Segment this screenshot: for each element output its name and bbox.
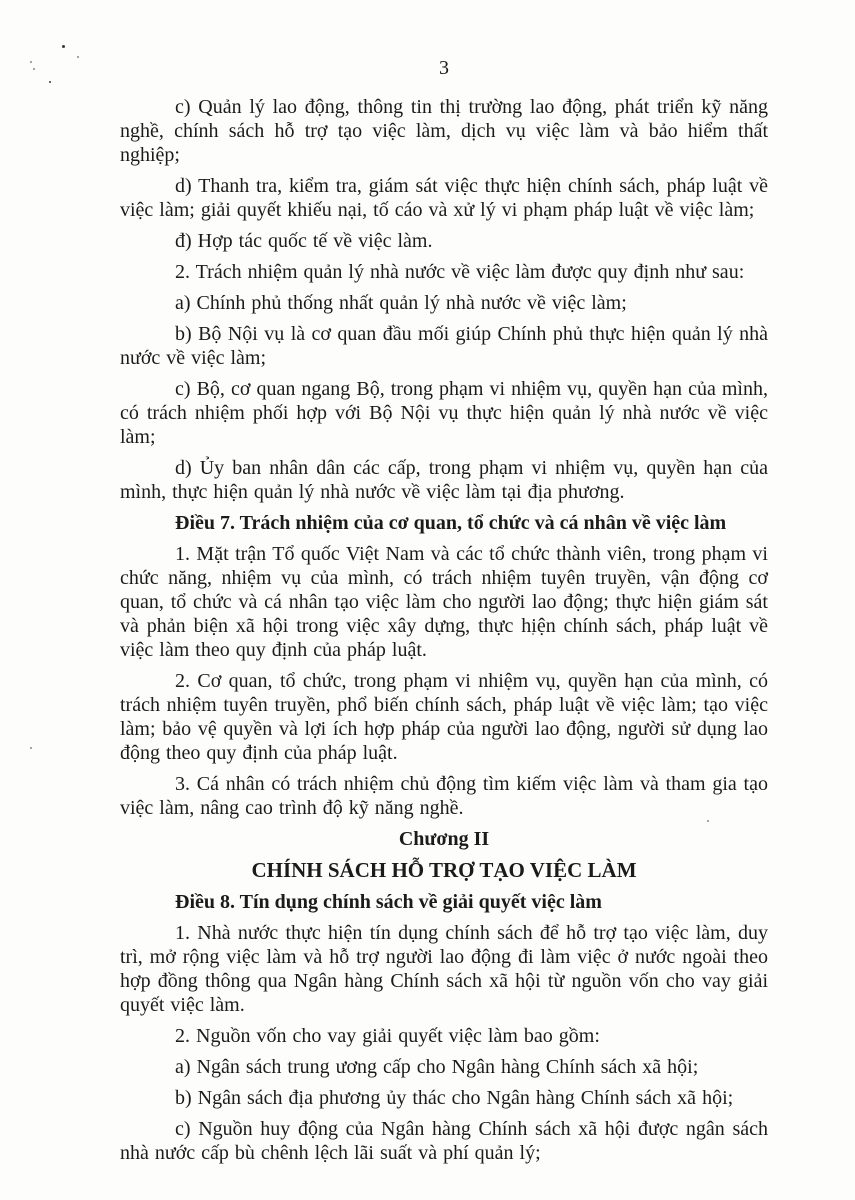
paragraph-point-b-ministry: b) Bộ Nội vụ là cơ quan đầu mối giúp Chính phủ thực hiện quản lý nhà nước về việc làm; xyxy=(120,323,768,369)
paragraph-article8-point-b: b) Ngân sách địa phương ủy thác cho Ngân hàng Chính sách xã hội; xyxy=(175,1087,734,1109)
paragraph-article7-clause-3: 3. Cá nhân có trách nhiệm chủ động tìm kiếm việc làm và tham gia tạo việc làm, nâng cao trình độ kỹ năng nghề. xyxy=(120,773,768,819)
chapter-2-title: CHÍNH SÁCH HỖ TRỢ TẠO VIỆC LÀM xyxy=(251,858,637,882)
scan-speckle xyxy=(62,45,65,48)
paragraph-article8-clause-2: 2. Nguồn vốn cho vay giải quyết việc làm bao gồm: xyxy=(175,1025,600,1047)
paragraph-point-dd-international: đ) Hợp tác quốc tế về việc làm. xyxy=(175,230,433,252)
paragraph-point-c-ministries: c) Bộ, cơ quan ngang Bộ, trong phạm vi nhiệm vụ, quyền hạn của mình, có trách nhiệm phối hợp với Bộ Nội vụ thực hiện quản lý nhà nước về việc làm; xyxy=(120,378,768,448)
paragraph-point-a-government: a) Chính phủ thống nhất quản lý nhà nước về việc làm; xyxy=(175,292,627,314)
scan-speckle xyxy=(30,747,32,749)
paragraph-clause-2-responsibility: 2. Trách nhiệm quản lý nhà nước về việc làm được quy định như sau: xyxy=(175,261,745,283)
paragraph-article8-point-c: c) Nguồn huy động của Ngân hàng Chính sách xã hội được ngân sách nhà nước cấp bù chênh lệch lãi suất và phí quản lý; xyxy=(120,1118,768,1164)
scan-speckle xyxy=(33,68,35,70)
page-number: 3 xyxy=(439,57,449,79)
paragraph-point-d-peoples-committee: d) Ủy ban nhân dân các cấp, trong phạm vi nhiệm vụ, quyền hạn của mình, thực hiện quản lý nhà nước về việc làm tại địa phương. xyxy=(120,457,768,503)
scan-speckle xyxy=(77,56,79,58)
scan-speckle xyxy=(49,81,51,83)
chapter-2-number: Chương II xyxy=(398,828,490,850)
scan-speckle xyxy=(30,61,32,63)
paragraph-article8-point-a: a) Ngân sách trung ương cấp cho Ngân hàng Chính sách xã hội; xyxy=(175,1056,699,1078)
article-7-heading: Điều 7. Trách nhiệm của cơ quan, tổ chức và cá nhân về việc làm xyxy=(175,512,727,534)
paragraph-article7-clause-2: 2. Cơ quan, tổ chức, trong phạm vi nhiệm vụ, quyền hạn của mình, có trách nhiệm tuyên truyền, phổ biến chính sách, pháp luật về việc làm; tạo việc làm; bảo vệ quyền và lợi ích hợp pháp của người lao động, người sử dụng lao động theo quy định của pháp luật. xyxy=(120,670,768,764)
paragraph-point-d-inspection: d) Thanh tra, kiểm tra, giám sát việc thực hiện chính sách, pháp luật về việc làm; giải quyết khiếu nại, tố cáo và xử lý vi phạm pháp luật về việc làm; xyxy=(120,175,768,221)
article-8-heading: Điều 8. Tín dụng chính sách về giải quyết việc làm xyxy=(175,891,602,913)
document-body xyxy=(120,56,768,1172)
paragraph-article8-clause-1: 1. Nhà nước thực hiện tín dụng chính sách để hỗ trợ tạo việc làm, duy trì, mở rộng việc làm và hỗ trợ người lao động đi làm việc ở nước ngoài theo hợp đồng thông qua Ngân hàng Chính sách xã hội từ nguồn vốn cho vay giải quyết việc làm. xyxy=(120,922,768,1016)
paragraph-article7-clause-1: 1. Mặt trận Tổ quốc Việt Nam và các tổ chức thành viên, trong phạm vi chức năng, nhiệm vụ của mình, có trách nhiệm tuyên truyền, vận động cơ quan, tổ chức và cá nhân tạo việc làm cho người lao động; thực hiện giám sát và phản biện xã hội trong việc xây dựng, thực hiện chính sách, pháp luật về việc làm theo quy định của pháp luật. xyxy=(120,543,768,661)
paragraph-point-c-management: c) Quản lý lao động, thông tin thị trường lao động, phát triển kỹ năng nghề, chính sách hỗ trợ tạo việc làm, dịch vụ việc làm và bảo hiểm thất nghiệp; xyxy=(120,96,768,166)
